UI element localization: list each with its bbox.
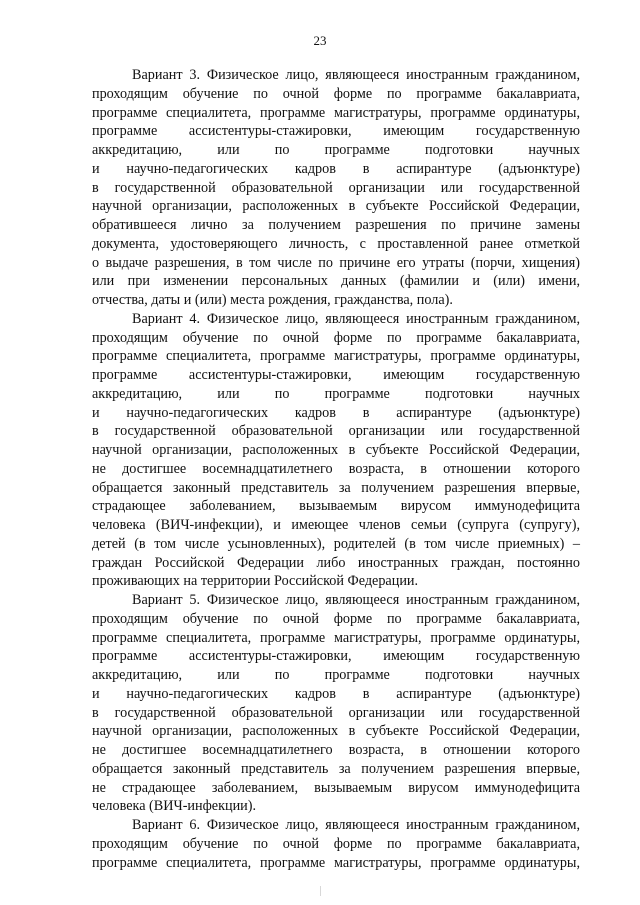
text-line: Вариант 3. Физическое лицо, являющееся иностранным гражданином,: [132, 67, 580, 83]
text-line: программе специалитета, программе магистратуры, программе ординатуры,: [92, 629, 580, 646]
text-line: или при изменении персональных данных (фамилии и (или) имени,: [92, 273, 580, 290]
scan-mark: [320, 886, 321, 896]
paragraph-variant-4: [92, 310, 580, 591]
text-line: в государственной образовательной организации или государственной: [92, 423, 580, 440]
text-line: граждан Российской Федерации либо иностранных граждан, постоянно: [92, 554, 580, 571]
text-line: и научно-педагогических кадров в аспирантуре (адъюнктуре): [92, 404, 580, 421]
text-line: страдающее заболеванием, вызываемым вирусом иммунодефицита: [92, 498, 580, 515]
text-line: программе ассистентуры-стажировки, имеющим государственную: [92, 648, 580, 665]
text-line: программе специалитета, программе магистратуры, программе ординатуры,: [92, 348, 580, 365]
text-line: обратившееся лично за получением разрешения по причине замены: [92, 217, 580, 233]
text-line: программе ассистентуры-стажировки, имеющим государственную: [92, 367, 580, 383]
text-line: обращается законный представитель за получением разрешения впервые,: [92, 479, 580, 496]
text-line: Вариант 5. Физическое лицо, являющееся иностранным гражданином,: [132, 592, 580, 608]
text-line: и научно-педагогических кадров в аспирантуре (адъюнктуре): [92, 685, 580, 702]
text-line: обращается законный представитель за получением разрешения впервые,: [92, 760, 580, 777]
text-line: не достигшее восемнадцатилетнего возраста, в отношении которого: [92, 742, 580, 758]
paragraph-variant-5: [92, 591, 580, 816]
paragraph-variant-3: [92, 66, 580, 310]
text-line: в государственной образовательной организации или государственной: [92, 179, 580, 196]
text-line: проходящим обучение по очной форме по программе бакалавриата,: [92, 329, 580, 346]
text-line: человека (ВИЧ-инфекции).: [92, 798, 257, 815]
text-line: аккредитацию, или по программе подготовки научных: [92, 667, 580, 683]
text-line: проживающих на территории Российской Федерации.: [92, 573, 419, 590]
text-line: отчества, даты и (или) места рождения, гражданства, пола).: [92, 292, 453, 308]
document-body: [92, 66, 580, 872]
text-line: проходящим обучение по очной форме по программе бакалавриата,: [92, 85, 580, 102]
text-line: аккредитацию, или по программе подготовки научных: [92, 142, 580, 158]
text-line: Вариант 6. Физическое лицо, являющееся иностранным гражданином,: [132, 817, 580, 833]
text-line: в государственной образовательной организации или государственной: [92, 704, 580, 721]
text-line: и научно-педагогических кадров в аспирантуре (адъюнктуре): [92, 160, 580, 177]
text-line: проходящим обучение по очной форме по программе бакалавриата,: [92, 610, 580, 627]
text-line: программе ассистентуры-стажировки, имеющим государственную: [92, 123, 580, 140]
text-line: аккредитацию, или по программе подготовки научных: [92, 385, 580, 402]
text-line: научной организации, расположенных в субъекте Российской Федерации,: [92, 198, 580, 215]
page-number: 23: [313, 33, 327, 48]
text-line: проходящим обучение по очной форме по программе бакалавриата,: [92, 835, 580, 852]
text-line: научной организации, расположенных в субъекте Российской Федерации,: [92, 723, 580, 740]
text-line: программе специалитета, программе магистратуры, программе ординатуры,: [92, 104, 580, 121]
text-line: человека (ВИЧ-инфекции), и имеющее членов семьи (супруга (супругу),: [92, 517, 580, 533]
text-line: не достигшее восемнадцатилетнего возраста, в отношении которого: [92, 460, 580, 477]
paragraph-variant-6: [92, 816, 580, 872]
text-line: программе специалитета, программе магистратуры, программе ординатуры,: [92, 854, 580, 871]
text-line: научной организации, расположенных в субъекте Российской Федерации,: [92, 442, 580, 458]
text-line: о выдаче разрешения, в том числе по причине его утраты (порчи, хищения): [92, 254, 580, 271]
text-line: Вариант 4. Физическое лицо, являющееся иностранным гражданином,: [132, 310, 580, 327]
text-line: детей (в том числе усыновленных), родителей (в том числе приемных) –: [92, 535, 580, 552]
text-line: не страдающее заболеванием, вызываемым вирусом иммунодефицита: [92, 779, 580, 796]
text-line: документа, удостоверяющего личность, с проставленной ранее отметкой: [92, 235, 580, 252]
